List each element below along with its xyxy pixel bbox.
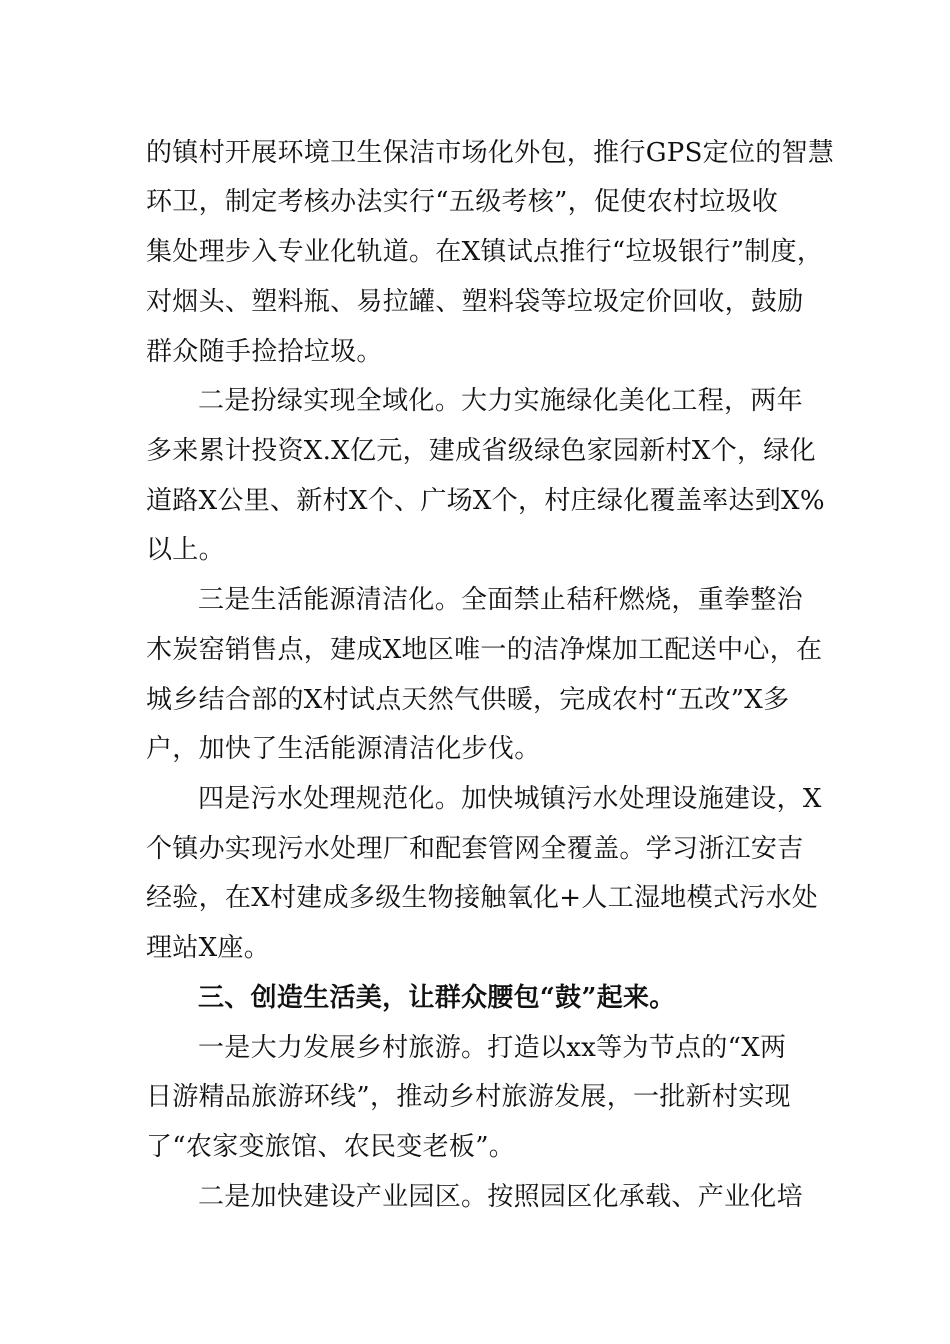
paragraph-line: 二是扮绿实现全域化。大力实施绿化美化工程，两年 bbox=[198, 386, 803, 416]
paragraph-line: 多来累计投资X.X亿元，建成省级绿色家园新村X个，绿化 bbox=[146, 436, 816, 466]
paragraph-line: 木炭窑销售点，建成X地区唯一的洁净煤加工配送中心，在 bbox=[146, 635, 823, 665]
section-heading: 三、创造生活美，让群众腰包“鼓”起来。 bbox=[198, 983, 676, 1013]
paragraph-line: 经验，在X村建成多级生物接触氧化+人工湿地模式污水处 bbox=[146, 883, 819, 913]
paragraph-line: 理站X座。 bbox=[146, 933, 271, 963]
paragraph-line: 环卫，制定考核办法实行“五级考核”，促使农村垃圾收 bbox=[146, 187, 779, 217]
paragraph-line: 集处理步入专业化轨道。在X镇试点推行“垃圾银行”制度， bbox=[146, 237, 824, 267]
paragraph-line: 道路X公里、新村X个、广场X个，村庄绿化覆盖率达到X% bbox=[146, 486, 825, 516]
paragraph-line: 二是加快建设产业园区。按照园区化承载、产业化培 bbox=[198, 1182, 803, 1212]
paragraph-line: 对烟头、塑料瓶、易拉罐、塑料袋等垃圾定价回收，鼓励 bbox=[146, 287, 804, 317]
paragraph-line: 户，加快了生活能源清洁化步伐。 bbox=[146, 734, 541, 764]
paragraph-line: 四是污水处理规范化。加快城镇污水处理设施建设，X bbox=[198, 784, 822, 814]
paragraph-line: 城乡结合部的X村试点天然气供暖，完成农村“五改”X多 bbox=[146, 685, 790, 715]
paragraph-line: 了“农家变旅馆、农民变老板”。 bbox=[146, 1132, 516, 1162]
paragraph-line: 一是大力发展乡村旅游。打造以xx等为节点的“X两 bbox=[198, 1033, 787, 1063]
paragraph-line: 三是生活能源清洁化。全面禁止秸秆燃烧，重拳整治 bbox=[198, 585, 803, 615]
paragraph-line: 群众随手捡拾垃圾。 bbox=[146, 337, 383, 367]
paragraph-line: 个镇办实现污水处理厂和配套管网全覆盖。学习浙江安吉 bbox=[146, 834, 804, 864]
paragraph-line: 日游精品旅游环线”，推动乡村旅游发展，一批新村实现 bbox=[146, 1082, 791, 1112]
paragraph-line: 以上。 bbox=[146, 535, 225, 565]
paragraph-line: 的镇村开展环境卫生保洁市场化外包，推行GPS定位的智慧 bbox=[146, 138, 835, 168]
